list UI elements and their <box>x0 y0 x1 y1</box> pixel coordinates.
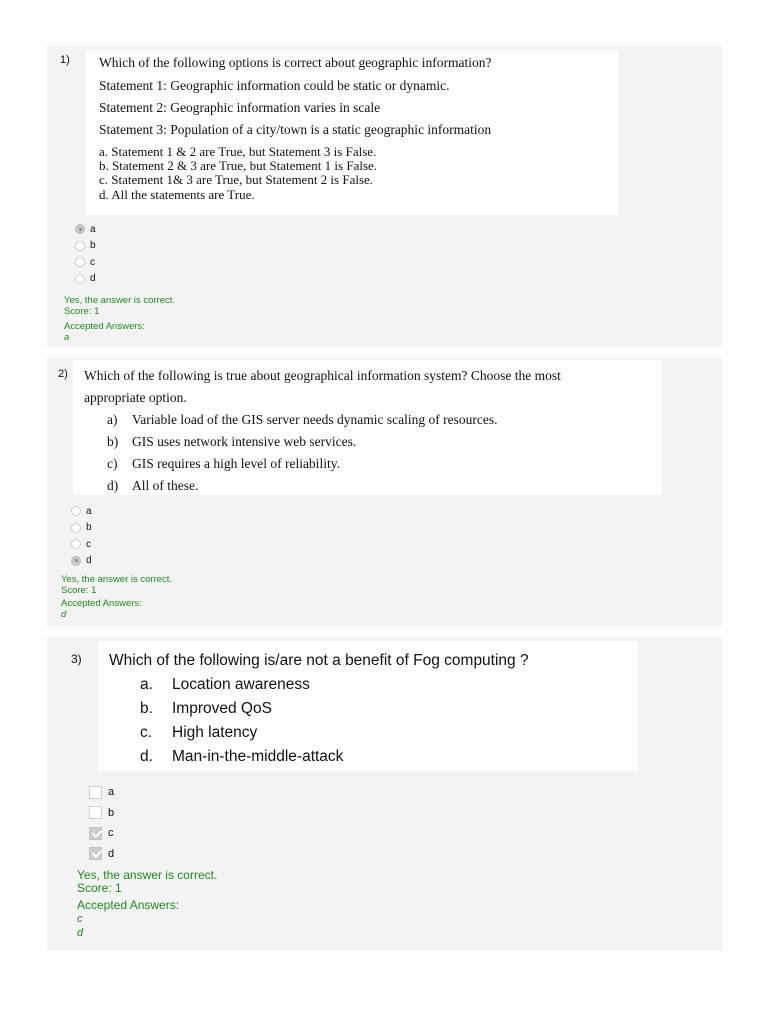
option-c[interactable] <box>75 254 96 271</box>
question-number: 1) <box>60 54 70 66</box>
choice-letter: b. <box>140 700 153 717</box>
choice-line: Man-in-the-middle-attack <box>172 748 344 765</box>
radio-button[interactable] <box>71 539 81 549</box>
statement-line: Statement 3: Population of a city/town is a static geographic information <box>99 122 492 137</box>
choice-line: Location awareness <box>172 676 310 693</box>
option-label: b <box>108 806 115 819</box>
option-d[interactable] <box>89 844 114 865</box>
answer-options <box>75 221 96 287</box>
option-label: d <box>86 555 92 567</box>
accepted-answers-label: Accepted Answers: <box>64 320 145 332</box>
choice-letter: d. <box>140 748 153 765</box>
choice-letter: a) <box>107 412 118 427</box>
option-d[interactable] <box>71 553 92 570</box>
choice-line: GIS uses network intensive web services. <box>132 434 357 449</box>
choice-line: Improved QoS <box>172 700 272 717</box>
choice-letter: d) <box>107 478 119 493</box>
statement-line: Statement 1: Geographic information could be static or dynamic. <box>99 78 450 93</box>
question-image <box>73 360 662 495</box>
option-label: c <box>90 256 95 268</box>
radio-button-selected[interactable] <box>71 556 81 566</box>
question-image <box>98 641 638 771</box>
option-label: a <box>86 505 92 517</box>
question-card-3 <box>47 637 722 950</box>
question-text: Which of the following is true about geographical information system? Choose the most <box>84 368 561 383</box>
choice-line: a. Statement 1 & 2 are True, but Statement 3 is False. <box>99 144 377 159</box>
feedback-correct: Yes, the answer is correct. <box>77 868 218 882</box>
choice-line: c. Statement 1& 3 are True, but Statement 2 is False. <box>99 172 374 187</box>
score-text: Score: 1 <box>61 584 97 596</box>
option-label: d <box>90 273 96 285</box>
option-label: c <box>108 827 114 840</box>
option-d[interactable] <box>75 271 96 288</box>
option-c[interactable] <box>71 536 92 553</box>
radio-button[interactable] <box>71 506 81 516</box>
choice-line: b. Statement 2 & 3 are True, but Statement 1 is False. <box>99 158 378 173</box>
feedback-correct: Yes, the answer is correct. <box>61 574 173 585</box>
choice-line: Variable load of the GIS server needs dynamic scaling of resources. <box>132 412 498 427</box>
accepted-answer: d <box>61 608 67 620</box>
question-card-2 <box>47 358 722 626</box>
radio-button[interactable] <box>75 257 85 267</box>
question-number: 3) <box>71 652 82 666</box>
option-b[interactable] <box>75 238 96 255</box>
option-b[interactable] <box>71 520 92 537</box>
checkbox[interactable] <box>89 806 102 819</box>
accepted-answer: c <box>77 912 83 925</box>
feedback-block <box>77 869 217 939</box>
feedback-block <box>61 575 172 621</box>
option-c[interactable] <box>89 823 114 844</box>
question-text: Which of the following is/are not a benefit of Fog computing ? <box>109 652 529 669</box>
choice-line: All of these. <box>132 478 199 493</box>
option-label: b <box>90 240 96 252</box>
feedback-block <box>64 296 175 344</box>
choice-line: High latency <box>172 724 258 741</box>
accepted-answer: d <box>77 926 84 939</box>
accepted-answers-label: Accepted Answers: <box>77 898 180 913</box>
statement-line: Statement 2: Geographic information varies in scale <box>99 100 381 115</box>
radio-button[interactable] <box>75 241 85 251</box>
option-label: b <box>86 522 92 534</box>
question-card-1 <box>47 46 722 347</box>
option-label: c <box>86 538 91 550</box>
option-a[interactable] <box>71 503 92 520</box>
accepted-answer: a <box>64 331 70 343</box>
choice-letter: c. <box>140 724 153 741</box>
choice-letter: b) <box>107 434 119 449</box>
question-number: 2) <box>58 368 68 380</box>
choice-line: d. All the statements are True. <box>99 187 255 202</box>
checkbox[interactable] <box>89 786 102 799</box>
option-a[interactable] <box>75 221 96 238</box>
radio-button[interactable] <box>75 274 85 284</box>
question-text: Which of the following options is correct about geographic information? <box>99 55 492 70</box>
option-a[interactable] <box>89 782 114 803</box>
option-b[interactable] <box>89 803 114 824</box>
score-text: Score: 1 <box>64 305 100 317</box>
feedback-correct: Yes, the answer is correct. <box>64 295 176 306</box>
option-label: d <box>108 847 115 860</box>
question-image <box>86 50 618 215</box>
option-label: a <box>108 786 115 799</box>
checkbox-checked[interactable] <box>89 847 102 860</box>
accepted-answers-label: Accepted Answers: <box>61 597 142 609</box>
checkbox-checked[interactable] <box>89 827 102 840</box>
radio-button-selected[interactable] <box>75 224 85 234</box>
score-text: Score: 1 <box>77 881 122 896</box>
radio-button[interactable] <box>71 523 81 533</box>
choice-line: GIS requires a high level of reliability. <box>132 456 340 471</box>
choice-letter: c) <box>107 456 118 471</box>
choice-letter: a. <box>140 676 153 693</box>
answer-options <box>71 503 92 569</box>
option-label: a <box>90 223 96 235</box>
answer-options <box>89 782 114 864</box>
question-text-cont: appropriate option. <box>84 390 187 405</box>
